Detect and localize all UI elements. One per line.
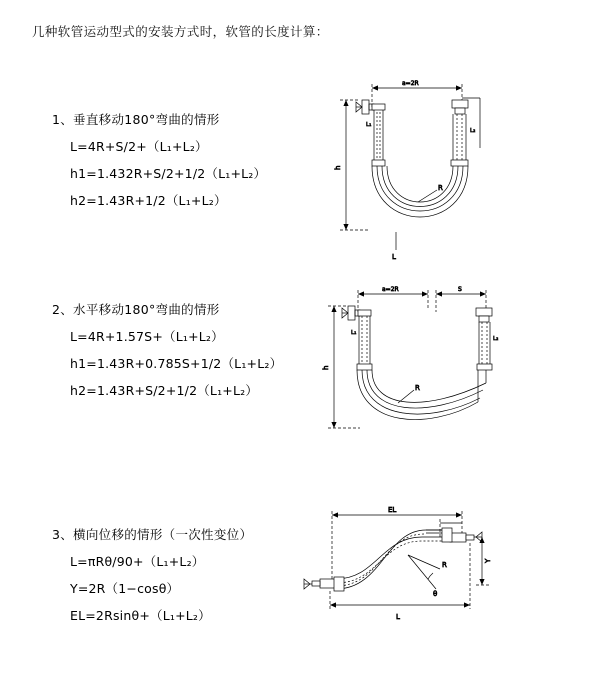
svg-text:Y: Y — [484, 558, 492, 563]
section-2-formula-2: h1=1.43R+0.785S+1/2（L₁+L₂） — [70, 356, 283, 371]
section-1-formula-1: L=4R+S/2+（L₁+L₂） — [70, 139, 208, 154]
section-3-formula-2: Y=2R（1−cosθ） — [70, 581, 180, 596]
svg-text:S: S — [458, 286, 462, 293]
section-1-formula-2: h1=1.432R+S/2+1/2（L₁+L₂） — [70, 166, 267, 181]
svg-text:EL: EL — [388, 506, 397, 514]
svg-text:L₂: L₂ — [493, 336, 499, 342]
horizontal-180-bend-diagram — [310, 278, 500, 457]
section-2-formula-1: L=4R+1.57S+（L₁+L₂） — [70, 329, 224, 344]
lateral-offset-diagram — [290, 497, 500, 641]
section-2-title: 2、水平移动180°弯曲的情形 — [52, 302, 220, 317]
page-title: 几种软管运动型式的安装方式时，软管的长度计算： — [32, 24, 329, 39]
svg-text:L₂: L₂ — [470, 128, 476, 134]
vertical-180-bend-diagram — [310, 74, 490, 268]
svg-text:L₁: L₁ — [351, 330, 357, 336]
section-3-formula-1: L=πRθ/90+（L₁+L₂） — [70, 554, 205, 569]
section-1-title: 1、垂直移动180°弯曲的情形 — [52, 112, 220, 127]
section-3-title: 3、横向位移的情形（一次性变位） — [52, 527, 253, 542]
svg-text:a=2R: a=2R — [402, 80, 419, 87]
section-2-text — [52, 300, 312, 408]
svg-text:R: R — [442, 561, 447, 569]
svg-text:L₁: L₁ — [366, 122, 372, 128]
section-2-formula-3: h2=1.43R+S/2+1/2（L₁+L₂） — [70, 383, 259, 398]
svg-text:L: L — [392, 253, 396, 261]
svg-text:R: R — [438, 184, 443, 192]
section-1-formula-3: h2=1.43R+1/2（L₁+L₂） — [70, 193, 227, 208]
svg-text:h: h — [322, 365, 330, 370]
section-3-text — [52, 525, 312, 633]
svg-text:θ: θ — [433, 590, 438, 598]
svg-text:a=2R: a=2R — [382, 286, 399, 293]
section-1-text — [52, 110, 312, 218]
section-3-formula-3: EL=2Rsinθ+（L₁+L₂） — [70, 608, 211, 623]
svg-text:h: h — [334, 165, 342, 170]
svg-text:L: L — [396, 613, 400, 621]
svg-text:R: R — [415, 384, 420, 392]
